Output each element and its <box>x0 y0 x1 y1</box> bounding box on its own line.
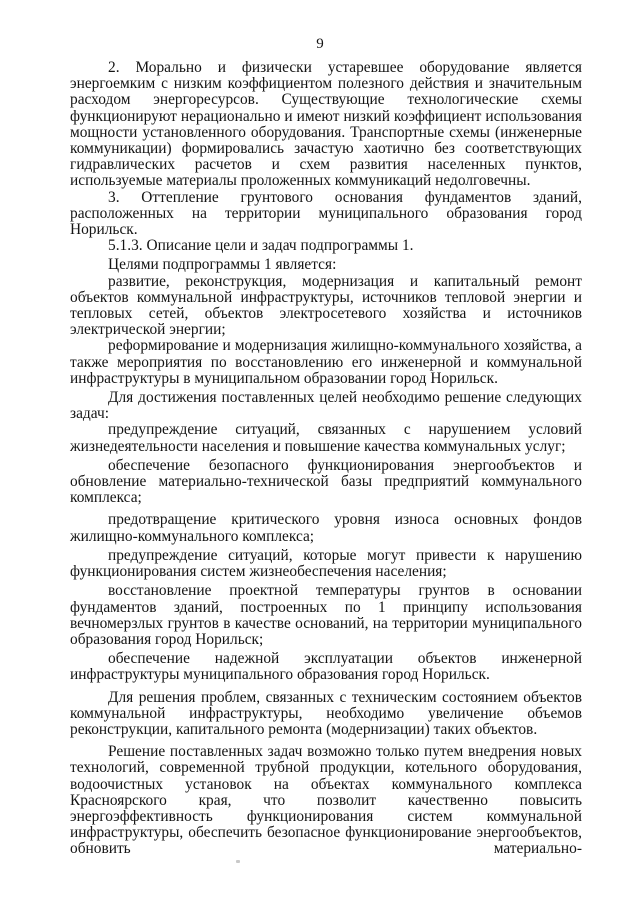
goal-item-reform: реформирование и модернизация жилищно-коммунального хозяйства, а также мероприятия по восстановлению его инженерной и коммунальной инфраструктуры в муниципальном образовании город Норильск. <box>70 337 582 387</box>
paragraph-ground-thawing: 3. Оттепление грунтового основания фундаментов зданий, расположенных на территории муниципального образования город Норильск. <box>70 188 582 239</box>
paragraph-outdated-equipment: 2. Морально и физически устаревшее оборудование является энергоемким с низким коэффициентом полезного действия и значительным расходом энергоресурсов. Существующие технологические схемы функционируют нерационально и имеют низкий коэффициент использования мощности установленного оборудования. Транспортные схемы (инженерные коммуникации) формировались зачастую хаотично без соответствующих гидравлических расчетов и схем развития населенных пунктов, используемые материалы проложенных коммуникаций недолговечны. <box>70 59 582 190</box>
task-item-reliable-operation: обеспечение надежной эксплуатации объектов инженерной инфраструктуры муниципального образования город Норильск. <box>70 650 582 684</box>
task-item-wear-prevention: предотвращение критического уровня износа основных фондов жилищно-коммунального комплекса; <box>70 511 582 545</box>
paragraph-tasks-intro: Для достижения поставленных целей необходимо решение следующих задач: <box>70 389 582 423</box>
goal-item-development: развитие, реконструкция, модернизация и капитальный ремонт объектов коммунальной инфраструктуры, источников тепловой энергии и тепловых сетей, объектов электросетевого хозяйства и источников электрической энергии; <box>70 272 582 339</box>
task-item-prevention: предупреждение ситуаций, связанных с нарушением условий жизнедеятельности населения и повышение качества коммунальных услуг; <box>70 421 582 455</box>
section-heading-goals-tasks: 5.1.3. Описание цели и задач подпрограммы 1. <box>108 237 414 255</box>
paragraph-goals-intro: Целями подпрограммы 1 является: <box>108 256 337 274</box>
document-body <box>70 60 582 858</box>
page-number: 9 <box>316 36 324 52</box>
task-item-ground-temperature: восстановление проектной температуры грунтов в основании фундаментов зданий, построенных по 1 принципу использования вечномерзлых грунтов в качестве оснований, на территории муниципального образования город Норильск; <box>70 582 582 648</box>
scan-artifact <box>236 860 240 863</box>
paragraph-solution-technologies: Решение поставленных задач возможно только путем внедрения новых технологий, современной трубной продукции, котельного оборудования, водоочистных установок на объектах коммунального комплекса Красноярского края, что позволит качественно повысить энергоэффективность функционирования систем коммунальной инфраструктуры, обеспечить безопасное функционирование энергообъектов, обновить материально- <box>70 743 582 858</box>
task-item-life-support: предупреждение ситуаций, которые могут привести к нарушению функционирования систем жизнеобеспечения населения; <box>70 546 582 581</box>
paragraph-problem-solving: Для решения проблем, связанных с техническим состоянием объектов коммунальной инфраструктуры, необходимо увеличение объемов реконструкции, капитального ремонта (модернизации) таких объектов. <box>70 688 582 738</box>
task-item-safe-operation: обеспечение безопасного функционирования энергообъектов и обновление материально-технической базы предприятий коммунального комплекса; <box>70 456 582 507</box>
